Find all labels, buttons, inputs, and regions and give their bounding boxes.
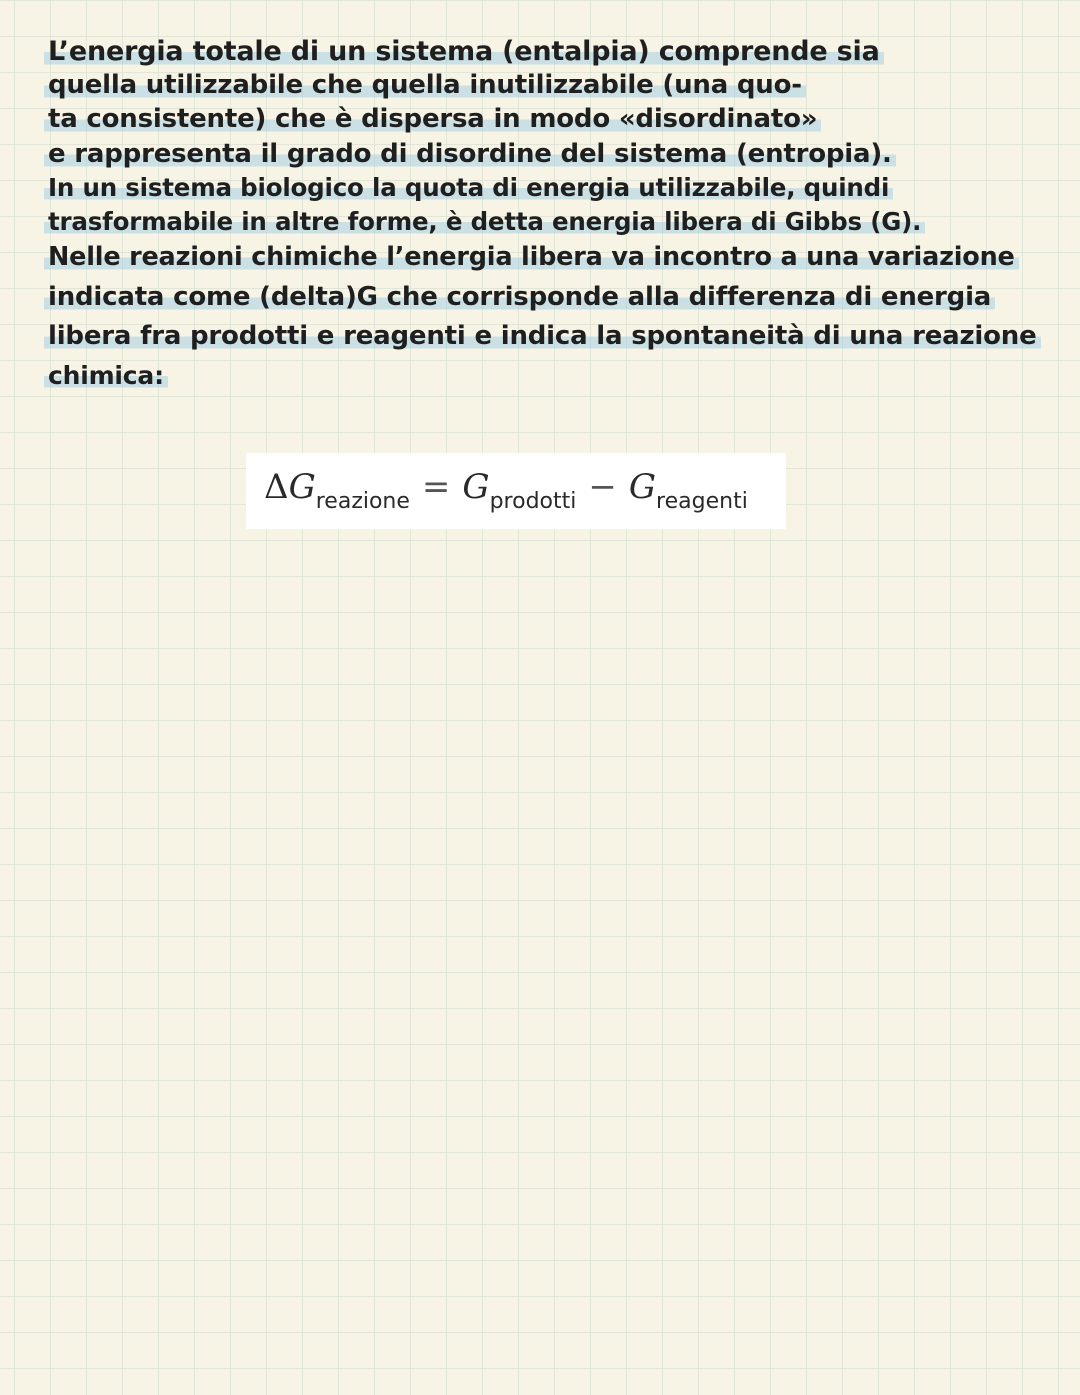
equals-sign: = [421, 467, 451, 507]
formula-sub-reaction: reazione [315, 489, 410, 514]
paragraph-line: L’energia totale di un sistema (entalpia) comprende sia [48, 36, 884, 67]
paragraph-line: trasformabile in altre forme, è detta energia libera di Gibbs (G). [48, 207, 925, 236]
gibbs-formula [264, 467, 748, 514]
formula-g-reagents: G [628, 467, 657, 507]
paragraph-line: ta consistente) che è dispersa in modo «disordinato» [48, 104, 821, 134]
formula-sub-products: prodotti [489, 489, 577, 514]
paragraph-line: Nelle reazioni chimiche l’energia libera va incontro a una variazione [48, 242, 1019, 272]
formula-g-products: G [462, 467, 490, 507]
paragraph-line: quella utilizzabile che quella inutilizzabile (una quo- [48, 70, 806, 100]
formula-sub-reagents: reagenti [656, 489, 748, 514]
paragraph-line: chimica: [48, 361, 168, 390]
delta-symbol: Δ [264, 467, 289, 507]
paragraph-line: libera fra prodotti e reagenti e indica la spontaneità di una reazione [48, 321, 1041, 351]
paragraph-line: indicata come (delta)G che corrisponde alla differenza di energia [48, 282, 995, 312]
paragraph-line: e rappresenta il grado di disordine del sistema (entropia). [48, 139, 896, 169]
paragraph-line: In un sistema biologico la quota di energia utilizzabile, quindi [48, 173, 893, 202]
minus-sign: − [588, 467, 617, 507]
formula-g-reaction: G [288, 467, 316, 507]
formula-box [246, 453, 786, 529]
